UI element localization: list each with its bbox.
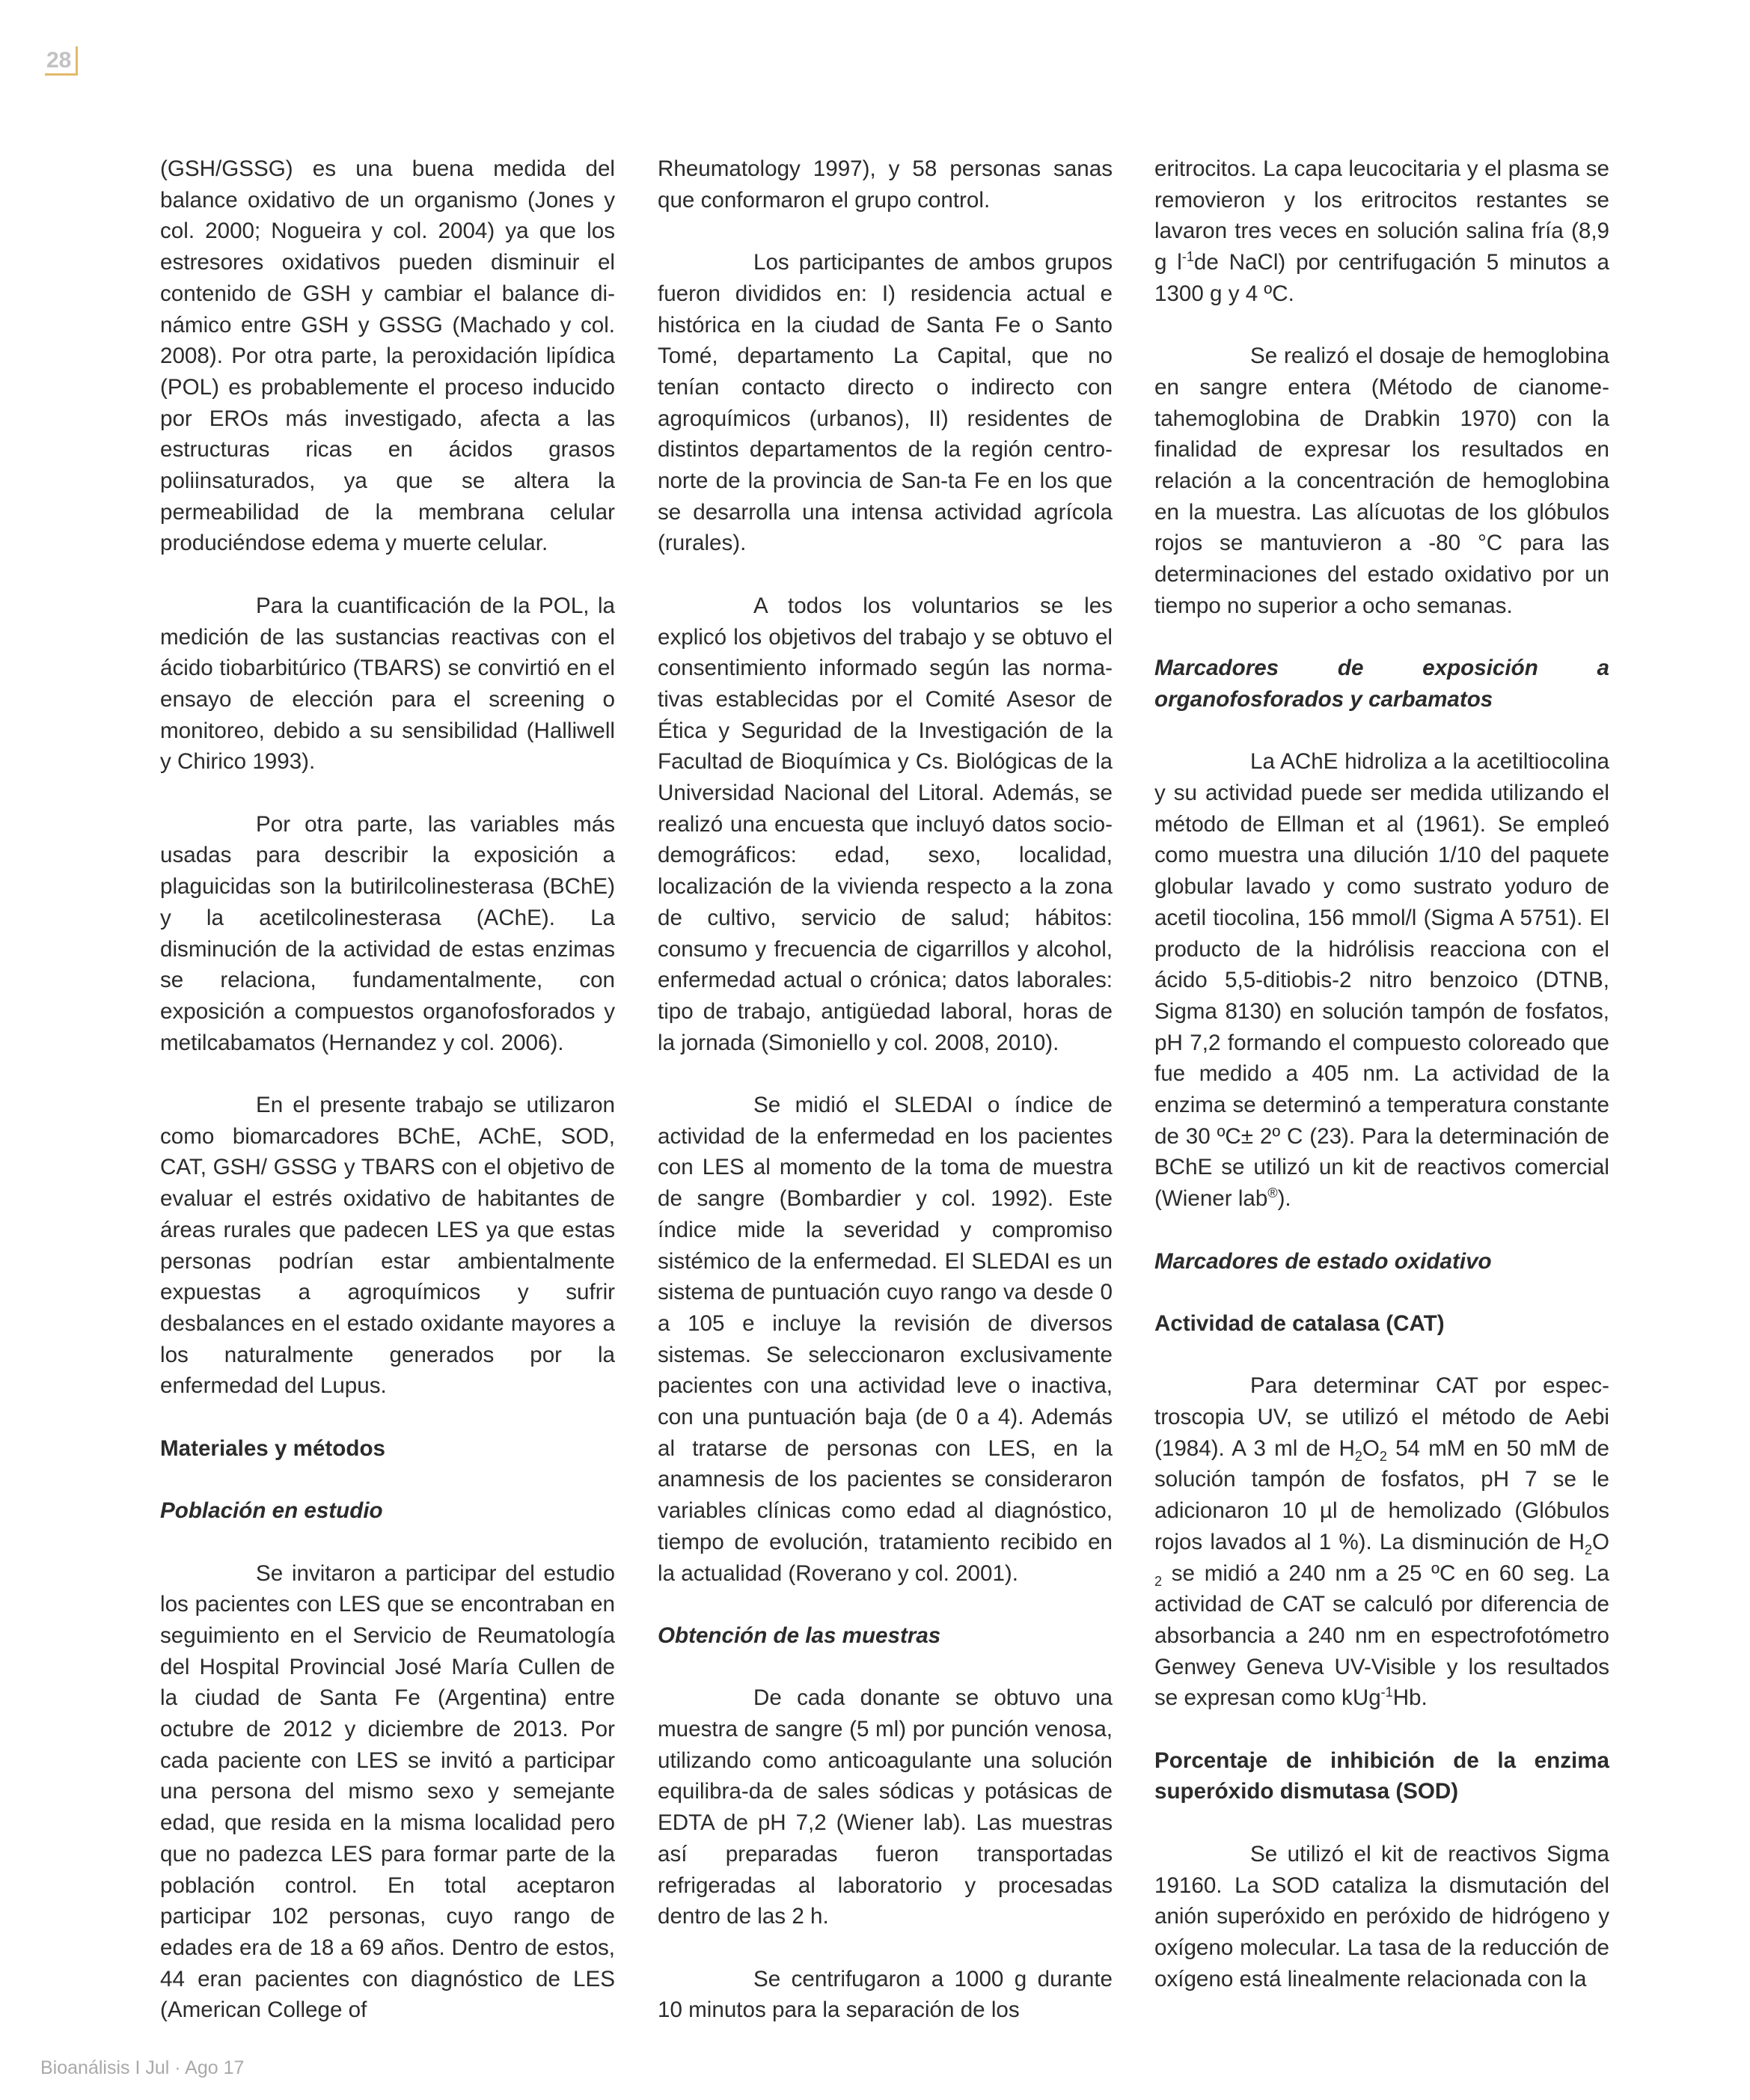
page-footer: Bioanálisis I Jul · Ago 17 xyxy=(40,2057,245,2078)
paragraph: Se centrifugaron a 1000 g durante 10 minutos para la separación de los xyxy=(658,1966,1113,2023)
paragraph: Para la cuantificación de la POL, la medición de las sustancias reactivas con el ácido tiobarbitúrico (TBARS) se convirtió en el ensayo de elección para el screening o monitoreo, debido a su sensibilidad (Halliwell y Chirico 1993). xyxy=(160,593,615,775)
subsection-heading: Marcadores de exposición a organofosforados y carbamatos xyxy=(1154,656,1609,712)
text-run: Hb. xyxy=(1392,1685,1428,1711)
paragraph: Se midió el SLEDAI o índice de actividad de la enfermedad en los pacientes con LES al momento de la toma de muestra de sangre (Bombardier y col. 1992). Este índice mide la severidad y compromiso sistémico de la enfermedad. El SLEDAI es un sistema de puntuación cuyo rango va desde 0 a 105 e incluye la revisión de diversos sistemas. Se seleccionaron exclusivamente pacientes con una actividad leve o inactiva, con una puntuación baja (de 0 a 4). Además al tratarse de personas con LES, en la anamnesis de los pacientes se consideraron variables clínicas como edad al diagnóstico, tiempo de evolución, tratamiento recibido en la actualidad (Roverano y col. 2001). xyxy=(658,1093,1113,1586)
subscript: 2 xyxy=(1154,1573,1163,1589)
text-column-left xyxy=(160,153,615,2057)
text-run: 54 mM en 50 mM de solución tampón de fosfatos, pH 7 se le adicionaron 10 µl de hemolizado (Glóbulos rojos lavados al 1 %). La disminución de H xyxy=(1154,1435,1610,1554)
paragraph: (GSH/GSSG) es una buena medida del balance oxidativo de un organismo (Jones y col. 2000; Nogueira y col. 2004) ya que los estresores oxidativos pueden disminuir el contenido de GSH y cambiar el balance dinámico entre GSH y GSSG (Machado y col. 2008). Por otra parte, la peroxidación lipídica (POL) es probablemente el proceso inducido por EROs más investigado, afecta a las estructuras ricas en ácidos grasos poliinsaturados, ya que se altera la permeabilidad de la membrana celular produciéndose edema y muerte celular. xyxy=(160,156,615,556)
subscript: 2 xyxy=(1584,1542,1592,1557)
section-heading: Materiales y métodos xyxy=(160,1435,385,1461)
paragraph: A todos los voluntarios se les explicó los objetivos del trabajo y se obtuvo el consentimiento informado según las normativas establecidas por el Comité Asesor de Ética y Seguridad de la Investigación de la Facultad de Bioquímica y Cs. Biológicas de la Universidad Nacional del Litoral. Además, se realizó una encuesta que incluyó datos sociodemográficos: edad, sexo, localidad, localización de la vivienda respecto a la zona de cultivo, servicio de salud; hábitos: consumo y frecuencia de cigarrillos y alcohol, enfermedad actual o crónica; datos laborales: tipo de trabajo, antigüedad laboral, horas de la jornada (Simoniello y col. 2008, 2010). xyxy=(658,593,1113,1055)
superscript: -1 xyxy=(1181,249,1194,265)
paragraph: Los participantes de ambos grupos fueron divididos en: I) residencia actual e histórica en la ciudad de Santa Fe o Santo Tomé, departamento La Capital, que no tenían contacto directo o indirecto con agroquímicos (urbanos), II) residentes de distintos departamentos de la región centronorte de la provincia de San-ta Fe en los que se desarrolla una intensa actividad agrícola (rurales). xyxy=(658,250,1113,556)
subsection-heading: Marcadores de estado oxidativo xyxy=(1154,1248,1492,1274)
paragraph: En el presente trabajo se utilizaron como biomarcadores BChE, AChE, SOD, CAT, GSH/ GSSG y TBARS con el objetivo de evaluar el estrés oxidativo de habitantes de áreas rurales que padecen LES ya que estas personas podrían estar ambientalmente expuestas a agroquímicos y sufrir desbalances en el estado oxidante mayores a los naturalmente generados por la enfermedad del Lupus. xyxy=(160,1093,615,1399)
text-run: ). xyxy=(1277,1186,1291,1212)
subscript: 2 xyxy=(1379,1448,1387,1464)
subsection-heading: Población en estudio xyxy=(160,1498,383,1524)
text-run: se midió a 240 nm a 25 ºC en 60 seg. La actividad de CAT se calculó por diferencia de absorbancia a 240 nm en espectrofotómetro Genwey Geneva UV-Visible y los resultados se expresan como kUg xyxy=(1154,1560,1609,1711)
paragraph xyxy=(1154,746,1609,1215)
paragraph: Por otra parte, las variables más usadas para describir la exposición a plaguicidas son la butirilcolinesterasa (BChE) y la acetilcolinesterasa (AChE). La disminución de la actividad de estas enzimas se relaciona, fundamentalmente, con exposición a compuestos organofosforados y metilcabamatos (Hernandez y col. 2006). xyxy=(160,811,615,1055)
text-run: eritrocitos. La capa leucocitaria y el plasma se removieron y los eritrocitos restantes se lavaron tres veces en solución salina fría (8,9 g l xyxy=(1154,156,1609,275)
section-heading: Actividad de catalasa (CAT) xyxy=(1154,1310,1445,1336)
section-heading: Porcentaje de inhibición de la enzima superóxido dismutasa (SOD) xyxy=(1154,1748,1609,1804)
text-column-right xyxy=(1154,153,1609,2026)
text-run: O xyxy=(1591,1529,1609,1554)
text-run: La AChE hidroliza a la acetiltiocolina y su actividad puede ser medida utilizando el método de Ellman et al (1961). Se empleó como muestra una dilución 1/10 del paquete globular lavado y como sustrato yoduro de acetil tiocolina, 156 mmol/l (Sigma A 5751). El producto de la hidrólisis reacciona con el ácido 5,5-ditiobis-2 nitro benzoico (DTNB, Sigma 8130) en solución tampón de fosfatos, pH 7,2 formando el compuesto coloreado que fue medido a 405 nm. La actividad de la enzima se determinó a temperatura constante de 30 ºC± 2º C (23). Para la determinación de BChE se utilizó un kit de reactivos comercial (Wiener lab xyxy=(1154,749,1609,1212)
text-column-middle xyxy=(658,153,1113,2057)
subscript: 2 xyxy=(1354,1448,1362,1464)
superscript: -1 xyxy=(1380,1685,1393,1700)
paragraph: Rheumatology 1997), y 58 personas sanas que conformaron el grupo control. xyxy=(658,156,1113,213)
text-run: de NaCl) por centrifugación 5 minutos a 1300 g y 4 ºC. xyxy=(1154,250,1609,306)
paragraph: De cada donante se obtuvo una muestra de sangre (5 ml) por punción venosa, utilizando como anticoagulante una solución equilibra-da de sales sódicas y potásicas de EDTA de pH 7,2 (Wiener lab). Las muestras así preparadas fueron transportadas refrigeradas al laboratorio y procesadas dentro de las 2 h. xyxy=(658,1685,1113,1929)
page-number: 28 xyxy=(45,46,78,76)
paragraph xyxy=(1154,1370,1609,1714)
paragraph xyxy=(1154,153,1609,310)
subsection-heading: Obtención de las muestras xyxy=(658,1623,941,1648)
paragraph: Se utilizó el kit de reactivos Sigma 19160. La SOD cataliza la dismutación del anión superóxido en peróxido de hidrógeno y oxígeno molecular. La tasa de la reducción de oxígeno está linealmente relacionada con la xyxy=(1154,1841,1609,1991)
paragraph: Se invitaron a participar del estudio los pacientes con LES que se encontraban en seguimiento en el Servicio de Reumatología del Hospital Provincial José María Cullen de la ciudad de Santa Fe (Argentina) entre octubre de 2012 y diciembre de 2013. Por cada paciente con LES se invitó a participar una persona del mismo sexo y semejante edad, que resida en la misma localidad pero que no padezca LES para formar parte de la población control. En total aceptaron participar 102 personas, cuyo rango de edades era de 18 a 69 años. Dentro de estos, 44 eran pacientes con diagnóstico de LES (American College of xyxy=(160,1560,615,2023)
superscript: ® xyxy=(1267,1185,1278,1201)
text-run: Para determinar CAT por espectroscopia UV, se utilizó el método de Aebi (1984). A 3 ml de H xyxy=(1154,1373,1609,1461)
paragraph: Se realizó el dosaje de hemoglobina en sangre entera (Método de cianometahemoglobina de Drabkin 1970) con la finalidad de expresar los resultados en relación a la concentración de hemoglobina en la muestra. Las alícuotas de los glóbulos rojos se mantuvieron a -80 °C para las determinaciones del estado oxidativo por un tiempo no superior a ocho semanas. xyxy=(1154,344,1609,618)
text-run: O xyxy=(1362,1435,1380,1461)
